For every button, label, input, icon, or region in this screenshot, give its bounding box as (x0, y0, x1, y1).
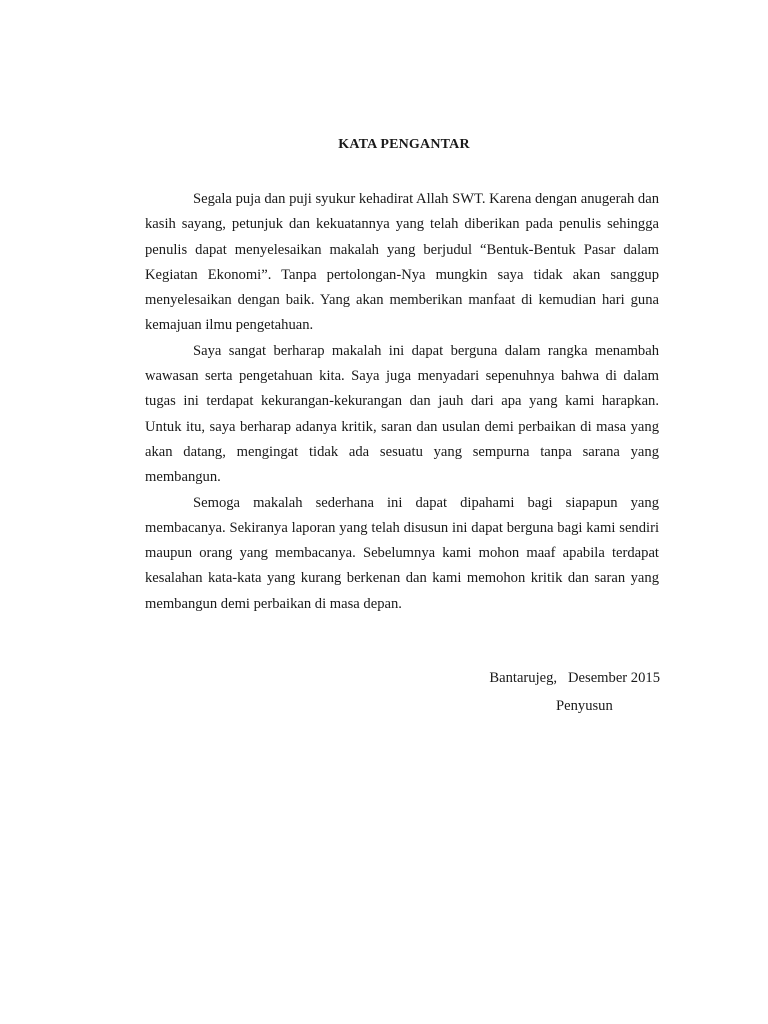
paragraph-1: Segala puja dan puji syukur kehadirat Allah SWT. Karena dengan anugerah dan kasih sayang, petunjuk dan kekuatannya yang telah diberikan pada penulis sehingga penulis dapat menyelesaikan makalah yang berjudul “Bentuk-Bentuk Pasar dalam Kegiatan Ekonomi”. Tanpa pertolongan-Nya mungkin saya tidak akan sanggup menyelesaikan dengan baik. Yang akan memberikan manfaat di kemudian hari guna kemajuan ilmu pengetahuan. (145, 191, 659, 334)
signer-label: Penyusun (556, 698, 613, 714)
page-title: KATA PENGANTAR (338, 137, 470, 152)
paragraph-2: Saya sangat berharap makalah ini dapat berguna dalam rangka menambah wawasan serta pengetahuan kita. Saya juga menyadari sepenuhnya bahwa di dalam tugas ini terdapat kekurangan-kekurangan dan jauh dari apa yang kami harapkan. Untuk itu, saya berharap adanya kritik, saran dan usulan demi perbaikan di masa yang akan datang, mengingat tidak ada sesuatu yang sempurna tanpa sarana yang membangun. (145, 342, 659, 486)
body-text (145, 187, 659, 617)
paragraph-3: Semoga makalah sederhana ini dapat dipahami bagi siapapun yang membacanya. Sekiranya laporan yang telah disusun ini dapat berguna bagi kami sendiri maupun orang yang membacanya. Sebelumnya kami mohon maaf apabila terdapat kesalahan kata-kata yang kurang berkenan dan kami memohon kritik dan saran yang membangun demi perbaikan di masa depan. (145, 494, 659, 612)
signature-block (440, 664, 660, 720)
place-date: Bantarujeg, Desember 2015 (489, 670, 660, 686)
